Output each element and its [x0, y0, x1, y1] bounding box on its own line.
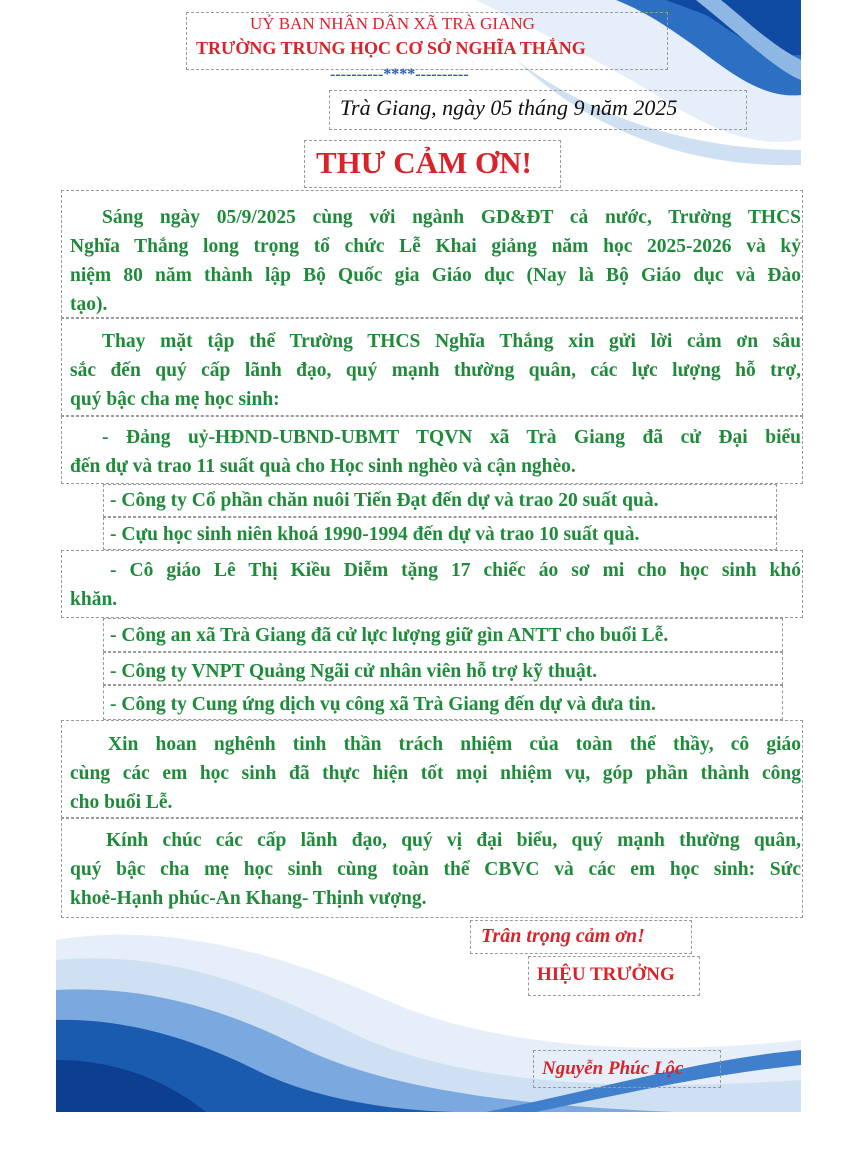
paragraph-4 [70, 486, 801, 515]
paragraph-11 [70, 826, 801, 913]
para-6-line-2: khăn. [70, 589, 118, 610]
para-2-line-3: quý bậc cha mẹ học sinh: [70, 389, 280, 410]
para-3-line-2: đến dự và trao 11 suất quà cho Học sinh nghèo và cận nghèo. [70, 456, 576, 477]
para-2-line-2: sắc đến quý cấp lãnh đạo, quý mạnh thường quân, các lực lượng hỗ trợ, [70, 360, 801, 381]
paragraph-3 [70, 423, 801, 481]
para-1-line-4: tạo). [70, 294, 108, 315]
para-11-line-3: khoẻ-Hạnh phúc-An Khang- Thịnh vượng. [70, 888, 427, 909]
para-1-line-2: Nghĩa Thắng long trọng tổ chức Lễ Khai giảng năm học 2025-2026 và kỷ [70, 236, 801, 257]
paragraph-9 [70, 690, 801, 719]
para-4-line-1: - Công ty Cổ phần chăn nuôi Tiến Đạt đến dự và trao 20 suất quà. [110, 490, 659, 511]
para-7-line-1: - Công an xã Trà Giang đã cử lực lượng giữ gìn ANTT cho buổi Lễ. [110, 625, 669, 646]
letter-title: THƯ CẢM ƠN! [316, 145, 532, 180]
header-divider: ----------****---------- [330, 66, 469, 83]
paragraph-10 [70, 730, 801, 817]
para-5-line-1: - Cựu học sinh niên khoá 1990-1994 đến dự và trao 10 suất quà. [110, 524, 640, 545]
para-2-line-1: Thay mặt tập thể Trường THCS Nghĩa Thắng xin gửi lời cảm ơn sâu [102, 331, 801, 352]
para-11-line-1: Kính chúc các cấp lãnh đạo, quý vị đại biểu, quý mạnh thường quân, [106, 830, 801, 851]
paragraph-7 [70, 621, 801, 650]
para-1-line-3: niệm 80 năm thành lập Bộ Quốc gia Giáo dục (Nay là Bộ Giáo dục và Đào [70, 265, 801, 286]
para-6-line-1: - Cô giáo Lê Thị Kiều Diễm tặng 17 chiếc áo sơ mi cho học sinh khó [110, 560, 801, 581]
paragraph-5 [70, 520, 801, 549]
para-1-line-1: Sáng ngày 05/9/2025 cùng với ngành GD&ĐT cả nước, Trường THCS [102, 207, 801, 228]
para-10-line-1: Xin hoan nghênh tinh thần trách nhiệm của toàn thể thầy, cô giáo [108, 734, 801, 755]
closing-text: Trân trọng cảm ơn! [481, 925, 645, 947]
org-name-line1: UỶ BAN NHÂN DÂN XÃ TRÀ GIANG [250, 14, 535, 33]
date-line: Trà Giang, ngày 05 tháng 9 năm 2025 [340, 95, 678, 120]
para-11-line-2: quý bậc cha mẹ học sinh cùng toàn thể CBVC và các em học sinh: Sức [70, 859, 801, 880]
org-name-line2: TRƯỜNG TRUNG HỌC CƠ SỞ NGHĨA THẮNG [196, 38, 586, 58]
para-8-line-1: - Công ty VNPT Quảng Ngãi cử nhân viên hỗ trợ kỹ thuật. [110, 661, 598, 682]
signer-name: Nguyễn Phúc Lộc [542, 1058, 684, 1079]
para-9-line-1: - Công ty Cung ứng dịch vụ công xã Trà Giang đến dự và đưa tin. [110, 694, 656, 715]
paragraph-1 [70, 203, 801, 319]
paragraph-8 [70, 657, 801, 686]
para-10-line-3: cho buổi Lễ. [70, 792, 173, 813]
signer-title: HIỆU TRƯỞNG [537, 964, 675, 985]
para-10-line-2: cùng các em học sinh đã thực hiện tốt mọi nhiệm vụ, góp phần thành công [70, 763, 801, 784]
paragraph-2 [70, 327, 801, 414]
paragraph-6 [70, 556, 801, 614]
para-3-line-1: - Đảng uỷ-HĐND-UBND-UBMT TQVN xã Trà Giang đã cử Đại biểu [102, 427, 801, 448]
